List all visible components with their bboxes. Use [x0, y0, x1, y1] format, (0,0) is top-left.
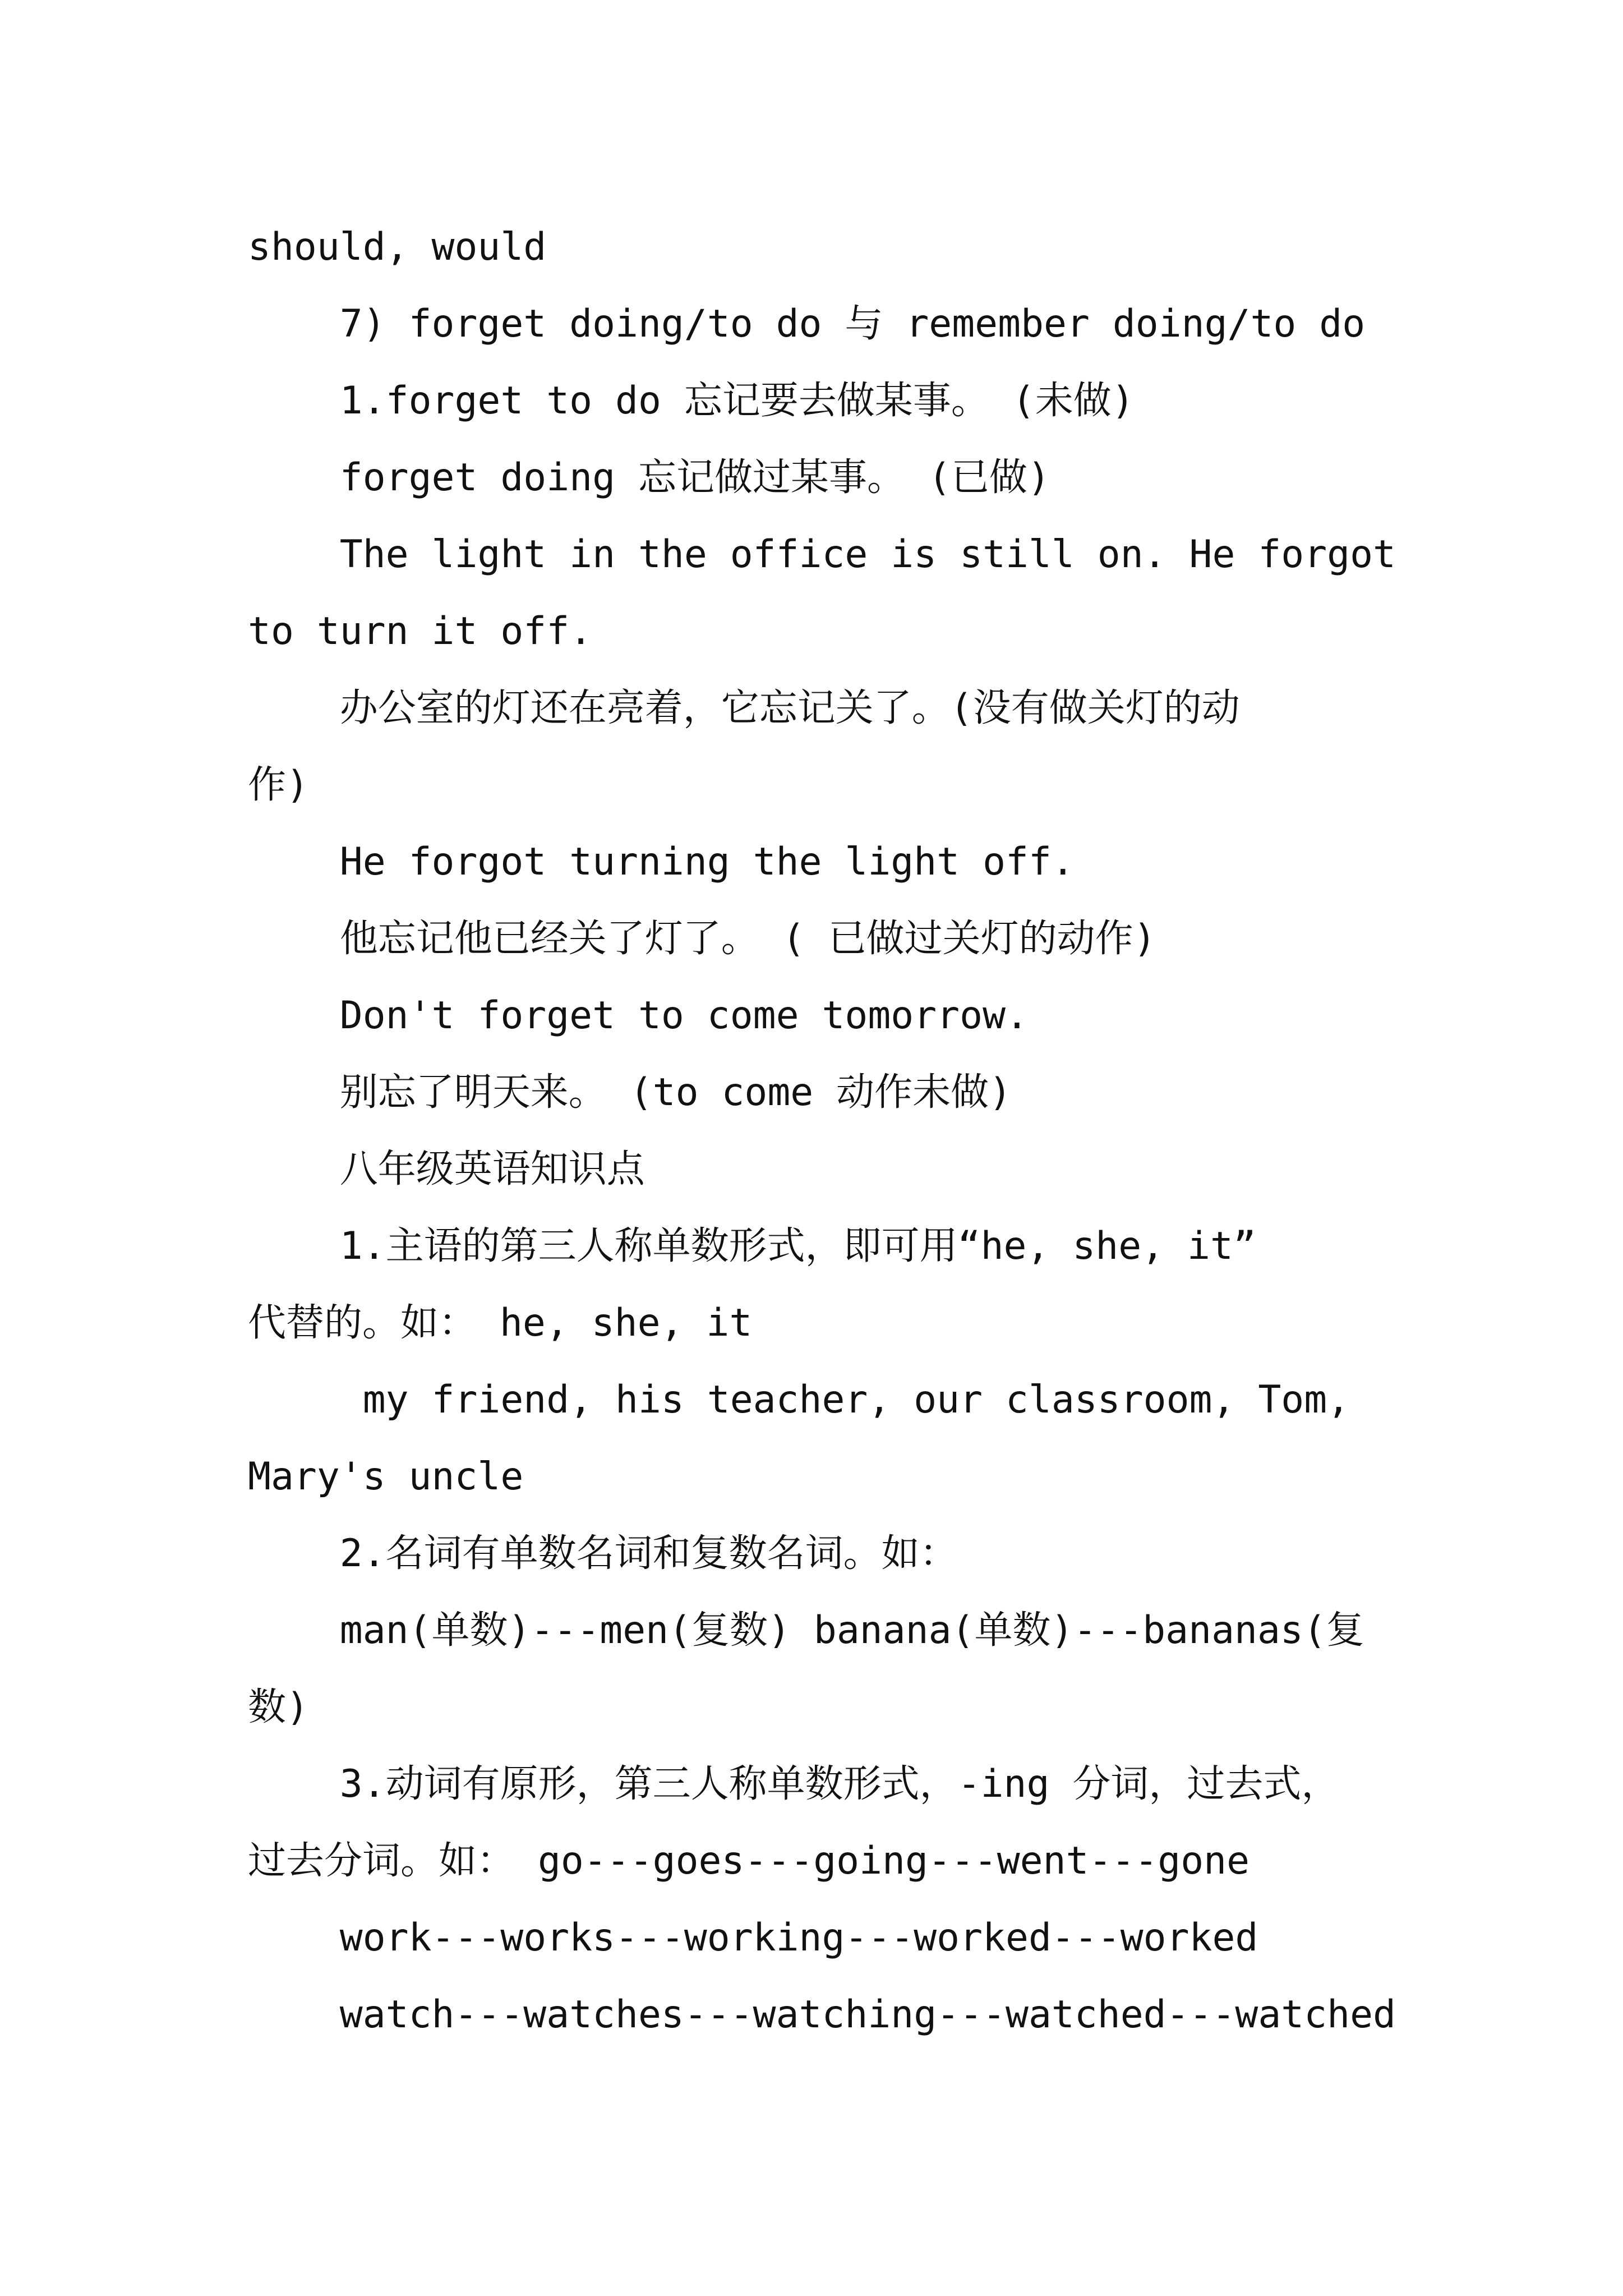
text-line-5: The light in the office is still on. He forgot [248, 532, 1396, 577]
text-line-3: 1.forget to do 忘记要去做某事。 (未做) [248, 379, 1135, 423]
document-body [248, 209, 1396, 2053]
text-line-13: 八年级英语知识点 [248, 1147, 645, 1191]
text-line-16: my friend, his teacher, our classroom, Tom, [248, 1378, 1350, 1422]
text-line-23: work---works---working---worked---worked [248, 1916, 1258, 1960]
text-line-20: 数) [248, 1685, 309, 1729]
text-line-10: 他忘记他已经关了灯了。 ( 已做过关灯的动作) [248, 917, 1156, 961]
text-line-8: 作) [248, 763, 309, 807]
text-line-12: 别忘了明天来。 (to come 动作未做) [248, 1070, 1012, 1115]
text-line-14: 1.主语的第三人称单数形式，即可用“he, she, it” [248, 1224, 1256, 1268]
text-line-18: 2.名词有单数名词和复数名词。如： [248, 1531, 958, 1576]
text-line-1: should, would [248, 225, 547, 269]
text-line-6: to turn it off. [248, 609, 593, 654]
text-line-22: 过去分词。如： go---goes---going---went---gone [248, 1839, 1250, 1883]
text-line-17: Mary's uncle [248, 1455, 524, 1499]
text-line-15: 代替的。如： he, she, it [248, 1301, 753, 1345]
text-line-21: 3.动词有原形，第三人称单数形式，-ing 分词，过去式， [248, 1762, 1340, 1806]
text-line-24: watch---watches---watching---watched---watched [248, 1993, 1396, 2037]
text-line-11: Don't forget to come tomorrow. [248, 993, 1029, 1038]
text-line-2: 7) forget doing/to do 与 remember doing/to do [248, 302, 1366, 346]
text-line-4: forget doing 忘记做过某事。 (已做) [248, 455, 1050, 500]
text-line-7: 办公室的灯还在亮着，它忘记关了。(没有做关灯的动 [248, 686, 1240, 730]
text-line-19: man(单数)---men(复数) banana(单数)---bananas(复 [248, 1608, 1364, 1653]
text-line-9: He forgot turning the light off. [248, 840, 1075, 884]
